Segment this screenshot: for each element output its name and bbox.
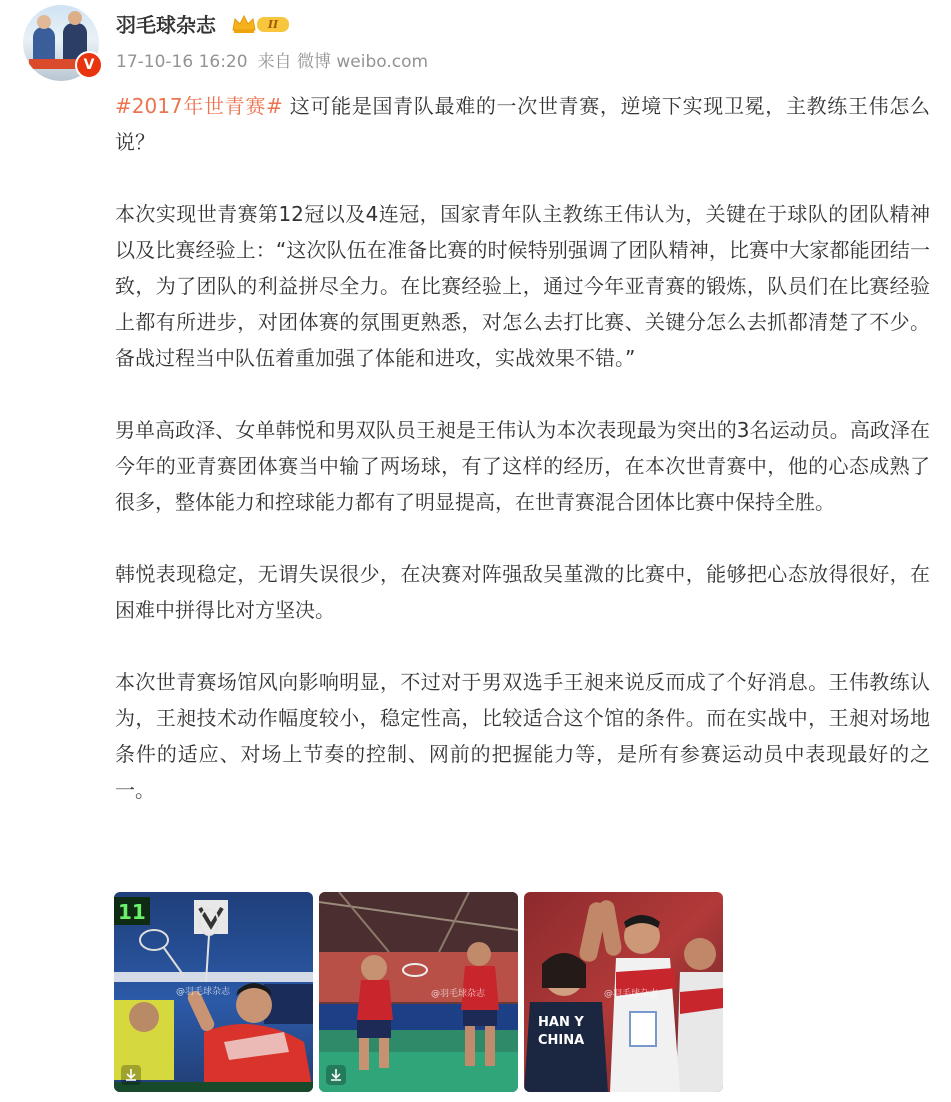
post-time[interactable]: 17-10-16 16:20: [116, 52, 248, 72]
paragraph-1: [115, 88, 930, 160]
svg-text:11: 11: [118, 900, 146, 924]
hashtag-link[interactable]: #2017年世青赛#: [115, 94, 283, 118]
photo-doubles-pair[interactable]: [319, 892, 518, 1092]
photo-smash-at-net[interactable]: [114, 892, 313, 1092]
svg-text:@羽毛球杂志: @羽毛球杂志: [431, 989, 486, 999]
paragraph-2: 本次实现世青赛第12冠以及4连冠，国家青年队主教练王伟认为，关键在于球队的团队精神以及比赛经验上：“这次队伍在准备比赛的时候特别强调了团队精神，比赛中大家都能团结一致，为了团队的利益拼尽全力。在比赛经验上，通过今年亚青赛的锻炼，队员们在比赛经验上都有所进步，对团体赛的氛围更熟悉，对怎么去打比赛、关键分怎么去抓都清楚了不少。备战过程当中队伍着重加强了体能和进攻，实战效果不错。”: [115, 202, 930, 370]
paragraph-5: 本次世青赛场馆风向影响明显，不过对于男双选手王昶来说反而成了个好消息。王伟教练认为，王昶技术动作幅度较小，稳定性高，比较适合这个馆的条件。而在实战中，王昶对场地条件的适应、对场上节奏的控制、网前的把握能力等，是所有参赛运动员中表现最好的之一。: [115, 670, 930, 802]
svg-text:HAN Y: HAN Y: [538, 1015, 584, 1030]
avatar[interactable]: [23, 5, 99, 81]
download-icon[interactable]: [325, 1064, 347, 1086]
svg-text:@羽毛球杂志: @羽毛球杂志: [176, 987, 231, 997]
photo-team-celebration[interactable]: [524, 892, 723, 1092]
svg-text:II: II: [267, 18, 279, 31]
paragraph-3: 男单高政泽、女单韩悦和男双队员王昶是王伟认为本次表现最为突出的3名运动员。高政泽在今年的亚青赛团体赛当中输了两场球，有了这样的经历，在本次世青赛中，他的心态成熟了很多，整体能力和控球能力都有了明显提高，在世青赛混合团体比赛中保持全胜。: [115, 418, 930, 514]
paragraph-4: 韩悦表现稳定，无谓失误很少，在决赛对阵强敌吴堇溦的比赛中，能够把心态放得很好，在困难中拼得比对方坚决。: [115, 562, 930, 622]
user-name[interactable]: 羽毛球杂志: [116, 13, 216, 37]
svg-text:@羽毛球杂志: @羽毛球杂志: [604, 989, 659, 999]
vip-crown-icon[interactable]: [231, 13, 291, 35]
paragraph-text: 这可能是国青队最难的一次世青赛，逆境下实现卫冕，主教练王伟怎么说？: [115, 94, 930, 154]
image-grid: [114, 892, 726, 1092]
download-icon[interactable]: [120, 1064, 142, 1086]
post-content: [115, 88, 930, 808]
svg-text:CHINA: CHINA: [538, 1033, 585, 1048]
verified-icon: V: [75, 51, 103, 79]
post-source[interactable]: 来自 微博 weibo.com: [257, 52, 429, 72]
post-meta: [116, 48, 428, 76]
